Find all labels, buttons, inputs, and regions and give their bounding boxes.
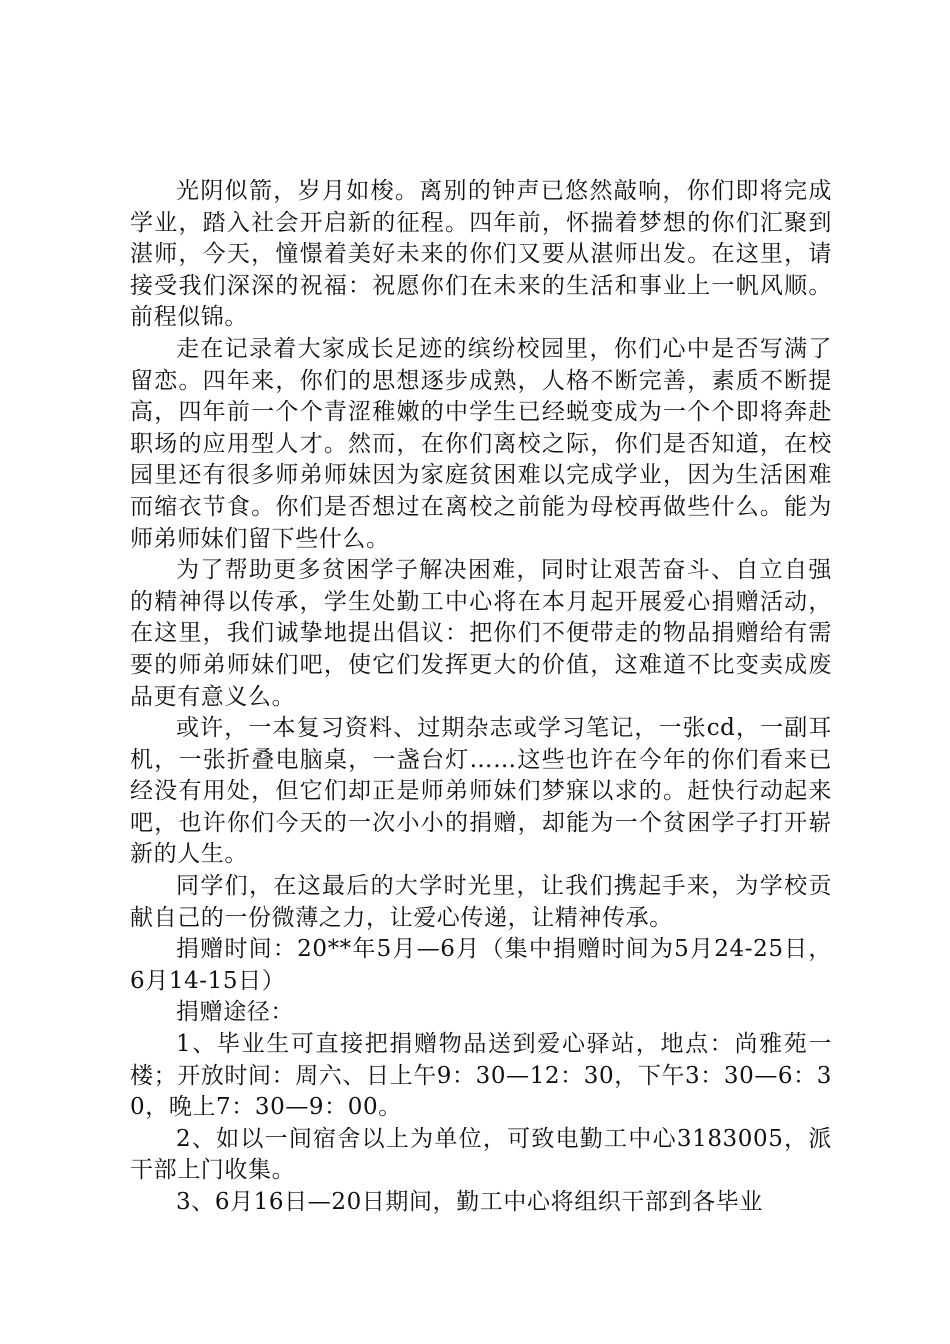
- paragraph-examples: 或许，一本复习资料、过期杂志或学习笔记，一张cd，一副耳机，一张折叠电脑桌，一盏台灯……这些也许在今年的你们看来已经没有用处，但它们却正是师弟师妹们梦寐以求的。赶快行动起来吧，也许你们今天的一次小小的捐赠，却能为一个贫困学子打开崭新的人生。: [130, 715, 832, 868]
- document-page: [130, 176, 832, 1219]
- paragraph-method-1: 1、毕业生可直接把捐赠物品送到爱心驿站，地点：尚雅苑一楼；开放时间：周六、日上午9：30—12：30，下午3：30—6：30，晚上7：30—9：00。: [130, 1031, 832, 1121]
- paragraph-donation-time: 捐赠时间：20**年5月—6月（集中捐赠时间为5月24-25日，6月14-15日）: [130, 936, 832, 994]
- paragraph-initiative: 为了帮助更多贫困学子解决困难，同时让艰苦奋斗、自立自强的精神得以传承，学生处勤工中心将在本月起开展爱心捐赠活动，在这里，我们诚挚地提出倡议：把你们不便带走的物品捐赠给有需要的师弟师妹们吧，使它们发挥更大的价值，这难道不比变卖成废品更有意义么。: [130, 557, 832, 710]
- paragraph-call-to-action: 同学们，在这最后的大学时光里，让我们携起手来，为学校贡献自己的一份微薄之力，让爱心传递，让精神传承。: [130, 873, 832, 931]
- paragraph-method-2: 2、如以一间宿舍以上为单位，可致电勤工中心3183005，派干部上门收集。: [130, 1125, 832, 1184]
- paragraph-farewell: 光阴似箭，岁月如梭。离别的钟声已悠然敲响，你们即将完成学业，踏入社会开启新的征程。四年前，怀揣着梦想的你们汇聚到湛师，今天，憧憬着美好未来的你们又要从湛师出发。在这里，请接受我们深深的祝福：祝愿你们在未来的生活和事业上一帆风顺。前程似锦。: [130, 178, 832, 331]
- paragraph-campus-memories: 走在记录着大家成长足迹的缤纷校园里，你们心中是否写满了留恋。四年来，你们的思想逐步成熟，人格不断完善，素质不断提高，四年前一个个青涩稚嫩的中学生已经蜕变成为一个个即将奔赴职场的应用型人才。然而，在你们离校之际，你们是否知道，在校园里还有很多师弟师妹因为家庭贫困难以完成学业，因为生活困难而缩衣节食。你们是否想过在离校之前能为母校再做些什么。能为师弟师妹们留下些什么。: [130, 335, 832, 552]
- paragraph-donation-methods-heading: 捐赠途径：: [176, 999, 294, 1026]
- paragraph-method-3: 3、6月16日—20日期间，勤工中心将组织干部到各毕业: [176, 1189, 763, 1215]
